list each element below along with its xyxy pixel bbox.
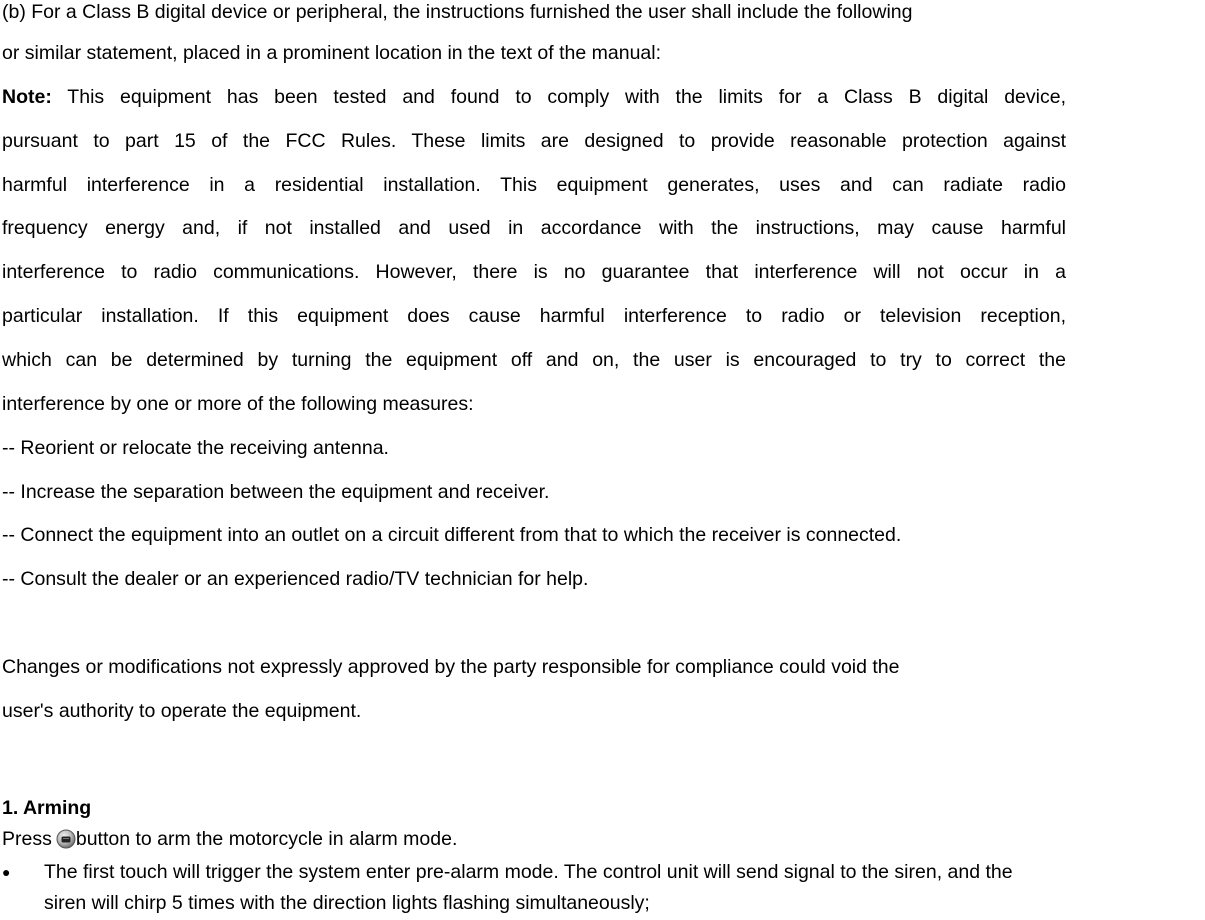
note-body-line: which can be determined by turning the equipment off and on, the user is encouraged to try to correct the	[2, 349, 1066, 371]
remote-button-icon	[56, 829, 76, 849]
bullet-line-2: siren will chirp 5 times with the direction lights flashing simultaneously;	[44, 892, 650, 914]
bullet-line-1: The first touch will trigger the system enter pre-alarm mode. The control unit will send signal to the siren, and the	[44, 861, 1013, 883]
note-label: Note:	[2, 86, 52, 108]
note-body-line: interference to radio communications. However, there is no guarantee that interference will not occur in a	[2, 261, 1066, 283]
note-text: This equipment has been tested and found to comply with the limits for a Class B digital device,	[51, 86, 1066, 108]
bullet-dot-icon: ●	[2, 864, 11, 880]
changes-line-1: Changes or modifications not expressly approved by the party responsible for compliance could void the	[2, 656, 900, 678]
note-body-line: frequency energy and, if not installed and used in accordance with the instructions, may cause harmful	[2, 217, 1066, 239]
intro-line-2: or similar statement, placed in a prominent location in the text of the manual:	[2, 42, 662, 64]
arming-bullet-item	[2, 860, 1205, 920]
press-rest: button to arm the motorcycle in alarm mode.	[75, 828, 458, 850]
note-body-line: particular installation. If this equipment does cause harmful interference to radio or television reception,	[2, 305, 1066, 327]
press-word: Press	[2, 828, 52, 850]
arming-press-line	[2, 827, 457, 851]
changes-line-2: user's authority to operate the equipment.	[2, 700, 362, 722]
intro-line-1: (b) For a Class B digital device or peripheral, the instructions furnished the user shall include the following	[2, 1, 913, 23]
measure-item: -- Connect the equipment into an outlet on a circuit different from that to which the receiver is connected.	[2, 524, 902, 546]
measure-item: -- Reorient or relocate the receiving antenna.	[2, 437, 389, 459]
measure-item: -- Increase the separation between the equipment and receiver.	[2, 481, 550, 503]
note-body-line: pursuant to part 15 of the FCC Rules. These limits are designed to provide reasonable protection against	[2, 130, 1066, 152]
note-body-line: interference by one or more of the following measures:	[2, 393, 474, 415]
measure-item: -- Consult the dealer or an experienced radio/TV technician for help.	[2, 568, 589, 590]
note-paragraph-line-1	[2, 85, 1066, 109]
note-body-line: harmful interference in a residential installation. This equipment generates, uses and can radiate radio	[2, 174, 1066, 196]
arming-heading: 1. Arming	[2, 797, 92, 819]
